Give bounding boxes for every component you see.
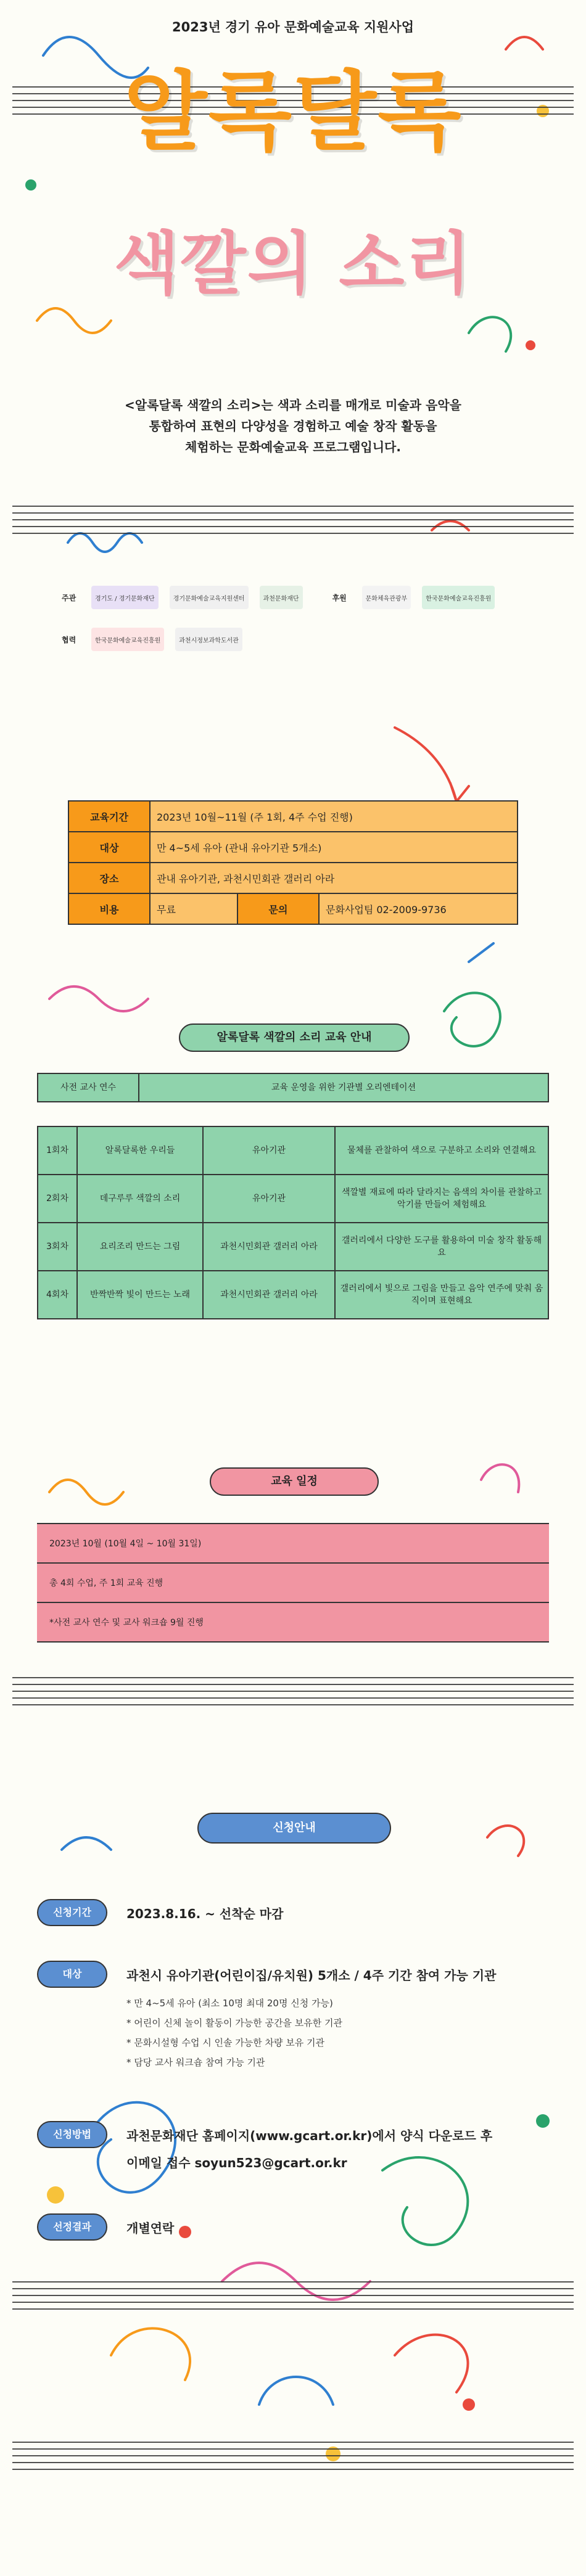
period-label: 교육기간	[68, 801, 150, 832]
apply-method-label: 신청방법	[37, 2121, 107, 2148]
host-label: 주관	[62, 593, 76, 602]
logo: 한국문화예술교육진흥원	[422, 586, 495, 609]
session-name: 요리조리 만드는 그림	[77, 1223, 203, 1271]
contact-label: 문의	[237, 893, 319, 924]
logo: 과천시정보과학도서관	[175, 628, 242, 651]
session-name: 데구루루 색깔의 소리	[77, 1175, 203, 1223]
session-place: 유아기관	[203, 1126, 335, 1175]
music-staff-lines	[12, 2442, 574, 2476]
apply-period-value: 2023.8.16. ~ 선착순 마감	[126, 1906, 284, 1921]
edu-pre-table	[37, 1073, 549, 1102]
session-place: 유아기관	[203, 1175, 335, 1223]
place-value: 관내 유아기관, 과천시민회관 갤러리 아라	[150, 863, 518, 893]
apply-note: * 어린이 신체 놀이 활동이 가능한 공간을 보유한 기관	[126, 2017, 342, 2028]
edu-title: 알록달록 색깔의 소리 교육 안내	[179, 1023, 410, 1052]
schedule-title: 교육 일정	[210, 1467, 379, 1496]
apply-note: * 만 4~5세 유아 (최소 10명 최대 20명 신청 가능)	[126, 1998, 333, 2009]
coop-label: 협력	[62, 635, 76, 644]
apply-method-line: 이메일 접수 soyun523@gcart.or.kr	[126, 2156, 347, 2170]
session-no: 2회차	[38, 1175, 77, 1223]
pre-value: 교육 운영을 위한 기관별 오리엔테이션	[139, 1073, 548, 1102]
support-label: 후원	[332, 593, 347, 602]
cost-value: 무료	[150, 893, 237, 924]
session-no: 1회차	[38, 1126, 77, 1175]
intro-line: 체험하는 문화예술교육 프로그램입니다.	[185, 440, 401, 454]
logo: 경기문화예술교육지원센터	[170, 586, 249, 609]
contact-value: 문화사업팀 02-2009-9736	[319, 893, 518, 924]
period-value: 2023년 10월~11월 (주 1회, 4주 수업 진행)	[150, 801, 518, 832]
apply-result-label: 선정결과	[37, 2213, 107, 2241]
edu-sessions-table	[37, 1126, 549, 1319]
logo: 문화체육관광부	[362, 586, 411, 609]
main-title: 알록달록	[123, 62, 463, 163]
session-desc: 물체를 관찰하여 색으로 구분하고 소리와 연결해요	[335, 1126, 548, 1175]
session-desc: 색깔별 재료에 따라 달라지는 음색의 차이를 관찰하고 악기를 만들어 체험해요	[335, 1175, 548, 1223]
schedule-item: 2023년 10월 (10월 4일 ~ 10월 31일)	[37, 1524, 549, 1564]
apply-target-label: 대상	[37, 1961, 107, 1988]
target-value: 만 4~5세 유아 (관내 유아기관 5개소)	[150, 832, 518, 863]
music-staff-lines	[12, 1677, 574, 1711]
apply-note: * 문화시설형 수업 시 인솔 가능한 차량 보유 기관	[126, 2037, 324, 2048]
intro-line: 통합하여 표현의 다양성을 경험하고 예술 창작 활동을	[149, 419, 437, 433]
session-no: 3회차	[38, 1223, 77, 1271]
intro-text	[0, 395, 586, 457]
session-no: 4회차	[38, 1271, 77, 1319]
music-staff-lines	[12, 506, 574, 539]
apply-title: 신청안내	[197, 1813, 391, 1844]
logo: 한국문화예술교육진흥원	[91, 628, 164, 651]
logo: 경기도 / 경기문화재단	[91, 586, 159, 609]
apply-target-value: 과천시 유아기관(어린이집/유치원) 5개소 / 4주 기간 참여 가능 기관	[126, 1968, 497, 1983]
session-desc: 갤러리에서 다양한 도구를 활용하여 미술 창작 활동해요	[335, 1223, 548, 1271]
apply-note: * 담당 교사 워크숍 참여 가능 기관	[126, 2057, 265, 2068]
logo: 과천문화재단	[260, 586, 303, 609]
apply-method-line: 과천문화재단 홈페이지(www.gcart.or.kr)에서 양식 다운로드 후	[126, 2128, 493, 2143]
place-label: 장소	[68, 863, 150, 893]
session-place: 과천시민회관 갤러리 아라	[203, 1271, 335, 1319]
pre-label: 사전 교사 연수	[38, 1073, 139, 1102]
session-name: 반짝반짝 빛이 만드는 노래	[77, 1271, 203, 1319]
target-label: 대상	[68, 832, 150, 863]
project-subtitle: 2023년 경기 유아 문화예술교육 지원사업	[172, 20, 414, 35]
apply-period-label: 신청기간	[37, 1899, 107, 1926]
schedule-list	[37, 1523, 549, 1643]
session-name: 알록달록한 우리들	[77, 1126, 203, 1175]
apply-result-value: 개별연락	[126, 2221, 175, 2236]
music-staff-lines	[12, 2281, 574, 2315]
info-table	[68, 800, 518, 925]
cost-label: 비용	[68, 893, 150, 924]
session-desc: 갤러리에서 빛으로 그림을 만들고 음악 연주에 맞춰 움직이며 표현해요	[335, 1271, 548, 1319]
schedule-item: 총 4회 수업, 주 1회 교육 진행	[37, 1564, 549, 1603]
schedule-item: *사전 교사 연수 및 교사 워크숍 9월 진행	[37, 1603, 549, 1643]
sponsor-logos	[62, 586, 530, 670]
session-place: 과천시민회관 갤러리 아라	[203, 1223, 335, 1271]
intro-line: <알록달록 색깔의 소리>는 색과 소리를 매개로 미술과 음악을	[125, 398, 461, 412]
main-title-sub: 색깔의 소리	[113, 224, 473, 303]
